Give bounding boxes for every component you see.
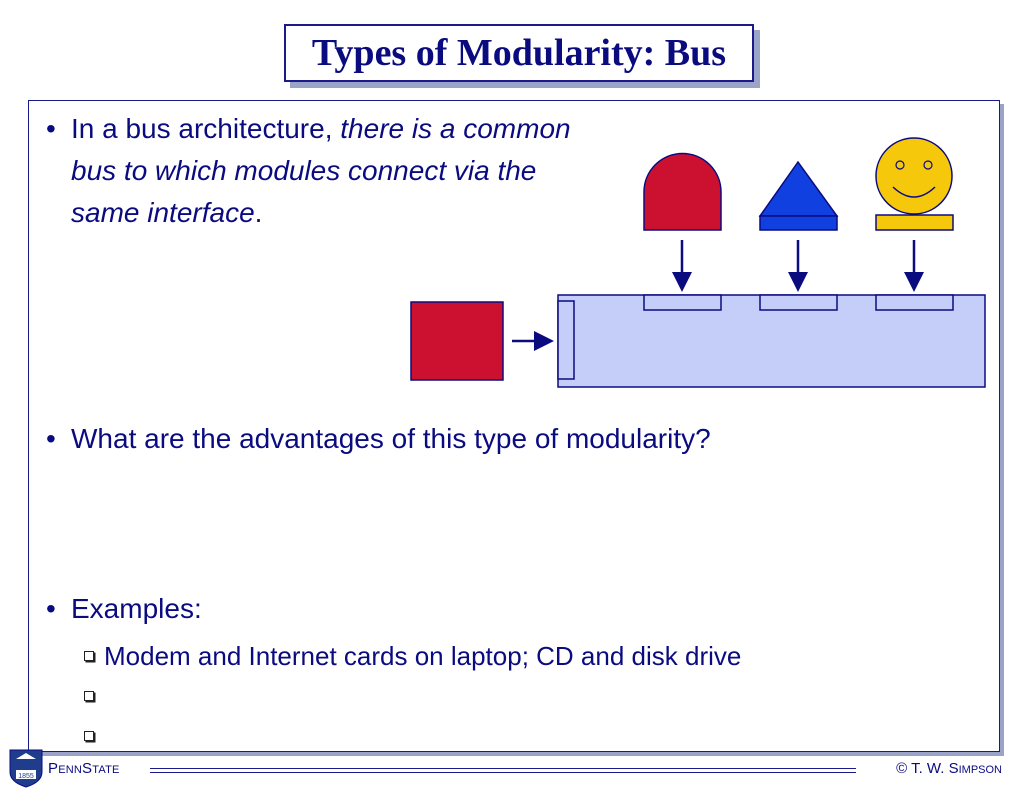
- bullet-text-tail: .: [254, 197, 263, 228]
- bus-side-slot: [558, 301, 574, 379]
- bullet-dot: •: [46, 423, 56, 454]
- yellow-module-base: [876, 215, 953, 230]
- bus-slot-2: [760, 295, 837, 310]
- bus-slot-1: [644, 295, 721, 310]
- bullet-text-normal: In a bus architecture,: [71, 113, 341, 144]
- blue-module-base: [760, 216, 837, 230]
- penn-state-label: PENNSTATE: [48, 759, 120, 777]
- blue-triangle-module: [760, 162, 837, 216]
- bullet-text: Examples:: [71, 593, 202, 624]
- smiley-eye-left: [896, 161, 904, 169]
- footer-rule: [150, 768, 856, 773]
- red-dome-module: [644, 154, 721, 231]
- sub-bullet-text: Modem and Internet cards on laptop; CD and disk drive: [104, 641, 742, 671]
- bullet-dot: •: [46, 593, 56, 624]
- bullet-text: What are the advantages of this type of modularity?: [71, 423, 711, 454]
- bus-slot-3: [876, 295, 953, 310]
- penn-state-shield-icon: [8, 748, 44, 788]
- slide-title: Types of Modularity: Bus: [311, 32, 727, 74]
- logo-year: 1855: [18, 773, 34, 780]
- bullet-text-italic: there is a common bus to which modules connect via the same interface: [71, 113, 571, 228]
- yellow-smiley-module: [876, 138, 952, 214]
- bullet-dot: •: [46, 113, 56, 144]
- red-square-module: [411, 302, 503, 380]
- penn-state-branding: [8, 748, 120, 788]
- smiley-eye-right: [924, 161, 932, 169]
- copyright-label: © T. W. SIMPSON: [896, 760, 1002, 777]
